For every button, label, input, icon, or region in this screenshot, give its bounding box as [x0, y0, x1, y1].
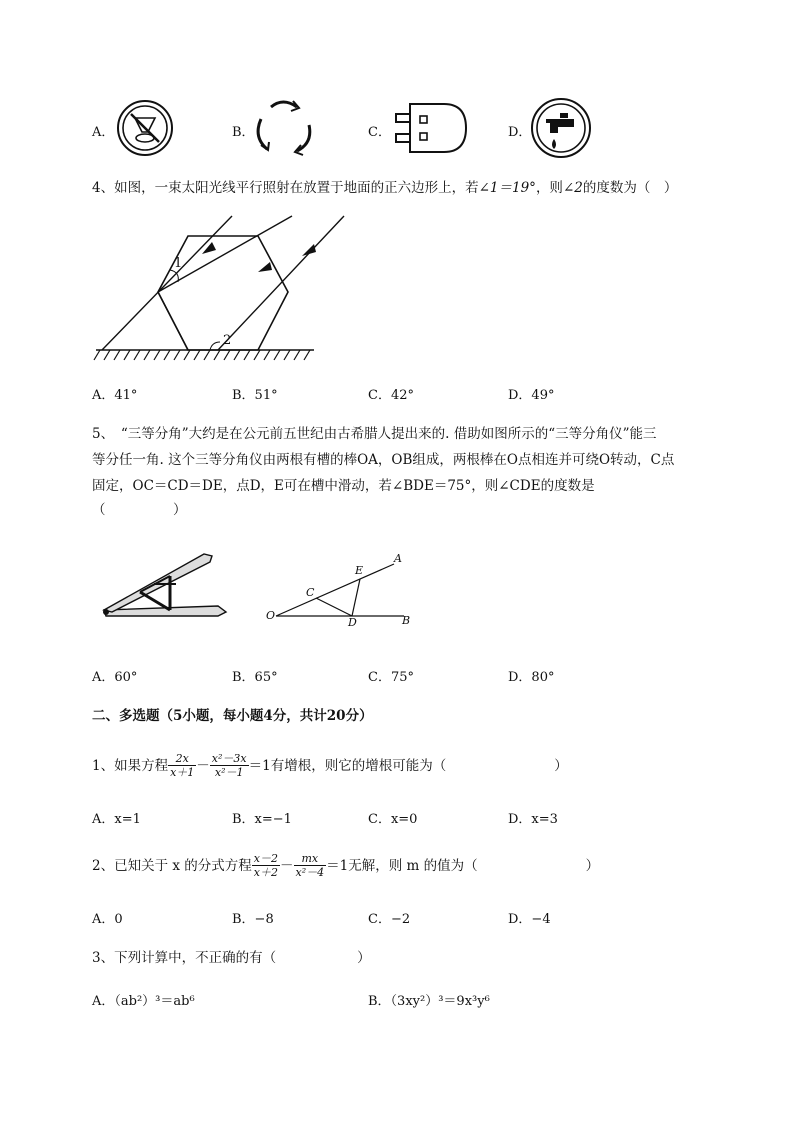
q5-line-3: 固定，OC＝CD＝DE，点D，E可在槽中滑动，若∠BDE＝75°，则∠CDE的度数是	[92, 478, 595, 494]
q4-text-pre: 4、如图，一束太阳光线平行照射在放置于地面的正六边形上，若	[92, 180, 479, 196]
q4-option-b: B．51°	[232, 388, 278, 403]
q4-fig-label-1: 1	[174, 256, 183, 271]
section2-title: 二、多选题（5小题，每小题4分，共计20分）	[92, 708, 373, 724]
plug-icon	[390, 100, 470, 160]
m2-frac2-den: x²－4	[295, 866, 325, 879]
m2-frac2-num: mx	[294, 852, 327, 866]
m1-option-d: D．x=3	[508, 812, 558, 827]
m3-option-a: A．（ab²）³＝ab⁶	[92, 994, 195, 1009]
m3-option-b: B．（3xy²）³＝9x³y⁶	[368, 994, 490, 1009]
m1-frac2-num: x²－3x	[211, 752, 247, 765]
q3-option-d-label: D．	[508, 125, 532, 140]
m2-option-a: A．0	[92, 912, 123, 927]
q4-option-c: C．42°	[368, 388, 414, 403]
m2-prefix: 2、已知关于 x 的分式方程	[92, 857, 252, 874]
q5-option-a: A．60°	[92, 670, 138, 685]
m2-question	[92, 852, 599, 879]
q5-geometry-figure	[262, 550, 412, 634]
q3-option-b-label: B．	[232, 125, 255, 140]
m2-frac1-den: x＋2	[253, 866, 278, 879]
m1-option-a: A．x=1	[92, 812, 141, 827]
q4-fig-label-2: 2	[223, 333, 232, 348]
m1-frac1-num: 2x	[168, 752, 196, 766]
m1-question	[92, 752, 568, 779]
q5-line-1: 5、 “三等分角”大约是在公元前五世纪由古希腊人提出来的. 借助如图所示的“三等分角仪”能三	[92, 426, 657, 442]
m2-option-c: C．−2	[368, 912, 411, 927]
q5-label-A: A	[394, 552, 402, 565]
m2-minus: －	[280, 857, 294, 874]
q4-option-d: D．49°	[508, 388, 555, 403]
recycle-arrows-icon	[253, 99, 315, 161]
q5-label-O: O	[266, 609, 276, 622]
q4-angle2: ∠2	[562, 180, 583, 196]
q5-option-d: D．80°	[508, 670, 555, 685]
m1-frac1-den: x＋1	[170, 766, 195, 779]
q5-trisector-tool-figure	[100, 548, 240, 622]
no-food-sign-icon	[115, 98, 175, 162]
water-tap-sign-icon	[530, 97, 592, 163]
m2-suffix: 无解，则 m 的值为（ ）	[348, 857, 600, 874]
q5-option-c: C．75°	[368, 670, 414, 685]
m2-option-d: D．−4	[508, 912, 551, 927]
q4-question-text	[92, 178, 677, 198]
q5-label-E: E	[355, 564, 364, 577]
m2-eq: ＝1	[326, 857, 349, 874]
q4-text-post: 的度数为（ ）	[582, 180, 678, 196]
m1-eq: ＝1	[248, 757, 271, 774]
m3-question: 3、下列计算中，不正确的有（ ）	[92, 950, 371, 966]
q3-option-c-label: C．	[368, 125, 391, 140]
m1-fraction-2	[210, 752, 249, 779]
m1-suffix: 有增根，则它的增根可能为（ ）	[270, 757, 568, 774]
m1-option-b: B．x=−1	[232, 812, 292, 827]
q4-angle1: ∠1＝19°	[478, 180, 536, 196]
m1-prefix: 1、如果方程	[92, 757, 169, 774]
q4-hexagon-sunlight-figure	[92, 212, 322, 366]
m1-minus: －	[196, 757, 210, 774]
q5-label-C: C	[306, 586, 315, 599]
q3-option-a-label: A．	[92, 125, 115, 140]
m1-fraction-1	[168, 752, 196, 779]
q5-label-B: B	[402, 614, 411, 627]
m2-frac1-num: x－2	[253, 852, 278, 865]
q4-option-a: A．41°	[92, 388, 138, 403]
m2-fraction-1	[252, 852, 280, 879]
q5-label-D: D	[348, 616, 357, 629]
q4-text-mid: ，则	[535, 180, 563, 196]
q5-line-4: （ ）	[92, 502, 187, 518]
m1-option-c: C．x=0	[368, 812, 418, 827]
m2-fraction-2	[294, 852, 327, 879]
m1-frac2-den: x²－1	[214, 766, 244, 779]
m2-option-b: B．−8	[232, 912, 274, 927]
q5-line-2: 等分任一角. 这个三等分角仪由两根有槽的棒OA，OB组成，两根棒在O点相连并可绕O转动，C点	[92, 452, 675, 468]
q5-option-b: B．65°	[232, 670, 278, 685]
